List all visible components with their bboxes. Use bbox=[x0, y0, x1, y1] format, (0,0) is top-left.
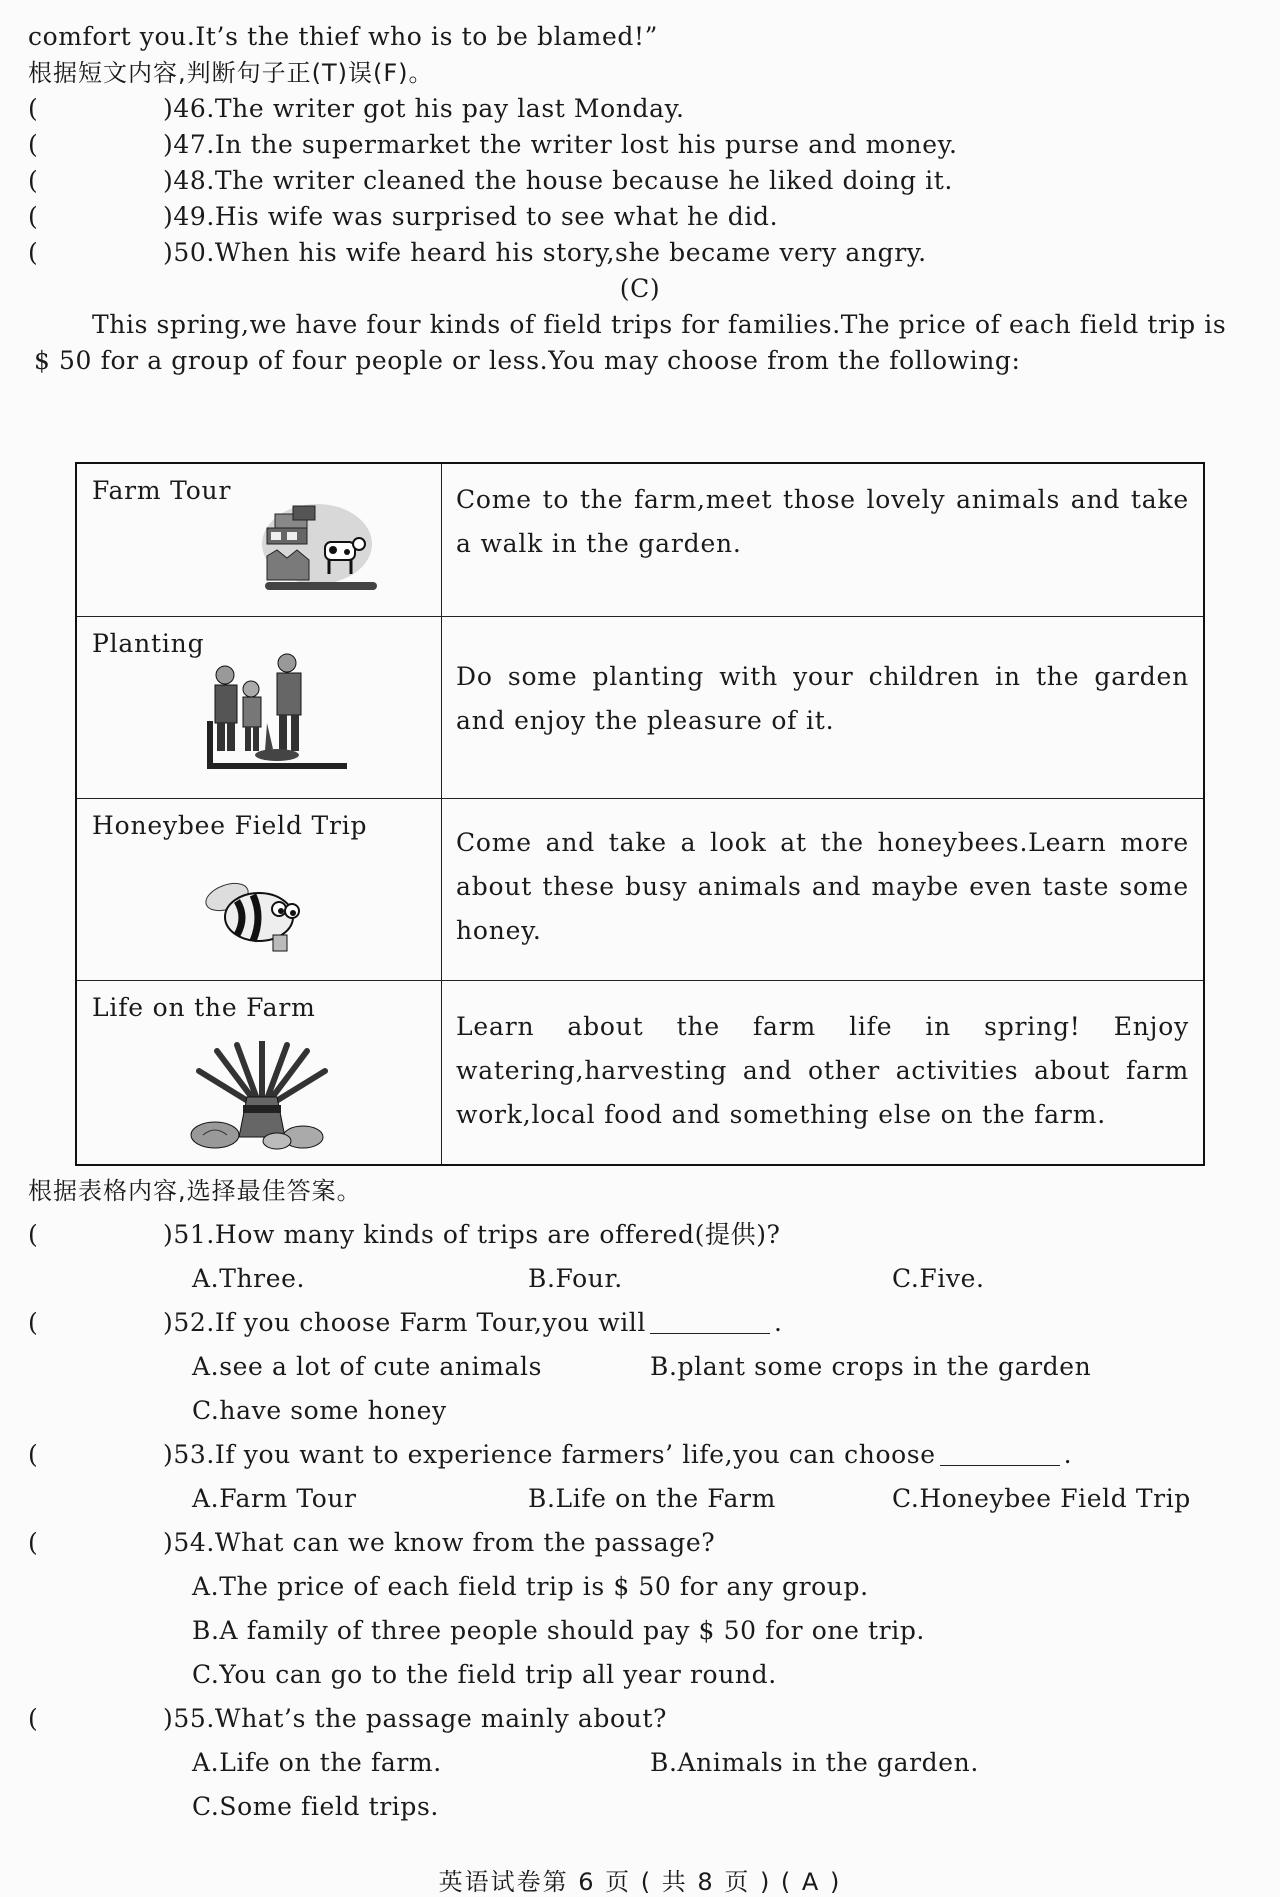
option-a[interactable]: A.The price of each field trip is $ 50 for any group. bbox=[192, 1572, 869, 1601]
option-c[interactable]: C.have some honey bbox=[192, 1396, 447, 1425]
question-50 bbox=[28, 238, 1228, 268]
answer-paren[interactable]: ( bbox=[28, 130, 39, 159]
question-46 bbox=[28, 94, 1228, 124]
question-48 bbox=[28, 166, 1228, 196]
passage-ending-line: comfort you.It’s the thief who is to be blamed!” bbox=[28, 22, 658, 51]
planting-family-icon bbox=[207, 653, 377, 783]
question-text: )50.When his wife heard his story,she became very angry. bbox=[163, 238, 927, 267]
question-text bbox=[163, 1308, 783, 1338]
option-a[interactable]: A.Life on the farm. bbox=[192, 1748, 442, 1777]
option-c[interactable]: C.Honeybee Field Trip bbox=[892, 1484, 1191, 1513]
wheat-sheaf-icon bbox=[187, 1041, 337, 1151]
trip-name: Farm Tour bbox=[92, 476, 232, 505]
question-53 bbox=[28, 1440, 1228, 1470]
answer-blank[interactable] bbox=[650, 1311, 770, 1334]
tf-instruction: 根据短文内容,判断句子正(T)误(F)。 bbox=[28, 59, 434, 87]
question-text-before: )53.If you want to experience farmers’ life,you can choose bbox=[163, 1440, 936, 1469]
question-text-before: )52.If you choose Farm Tour,you will bbox=[163, 1308, 646, 1337]
question-51 bbox=[28, 1220, 1228, 1250]
question-text bbox=[163, 1440, 1072, 1470]
trip-row bbox=[76, 798, 1204, 980]
question-text: )54.What can we know from the passage? bbox=[163, 1528, 716, 1557]
passage-line-2: $ 50 for a group of four people or less.You may choose from the following: bbox=[34, 346, 1021, 375]
question-text: )49.His wife was surprised to see what he did. bbox=[163, 202, 779, 231]
answer-paren[interactable]: ( bbox=[28, 238, 39, 267]
question-text-after: . bbox=[774, 1308, 783, 1337]
question-47 bbox=[28, 130, 1228, 160]
question-text: )47.In the supermarket the writer lost his purse and money. bbox=[163, 130, 958, 159]
page-footer: 英语试卷第 6 页 ( 共 8 页 ) ( A ) bbox=[438, 1868, 842, 1896]
answer-paren[interactable]: ( bbox=[28, 94, 39, 123]
option-b[interactable]: B.Life on the Farm bbox=[528, 1484, 776, 1513]
question-text: )46.The writer got his pay last Monday. bbox=[163, 94, 685, 123]
option-b[interactable]: B.Four. bbox=[528, 1264, 623, 1293]
trip-description: Come and take a look at the honeybees.Learn more about these busy animals and maybe even taste some honey. bbox=[442, 798, 1205, 980]
answer-paren[interactable]: ( bbox=[28, 166, 39, 195]
trip-name: Life on the Farm bbox=[92, 992, 316, 1022]
trip-row bbox=[76, 616, 1204, 798]
answer-blank[interactable] bbox=[940, 1443, 1060, 1466]
question-49 bbox=[28, 202, 1228, 232]
option-c[interactable]: C.Some field trips. bbox=[192, 1792, 439, 1821]
trip-name-cell bbox=[76, 616, 442, 798]
passage-line-1: This spring,we have four kinds of field trips for families.The price of each field trip is bbox=[92, 310, 1227, 339]
question-52 bbox=[28, 1308, 1228, 1338]
answer-paren[interactable]: ( bbox=[28, 202, 39, 231]
option-a[interactable]: A.Farm Tour bbox=[192, 1484, 357, 1513]
option-a[interactable]: A.see a lot of cute animals bbox=[192, 1352, 543, 1381]
mc-instruction: 根据表格内容,选择最佳答案。 bbox=[28, 1177, 362, 1205]
answer-paren[interactable]: ( bbox=[28, 1440, 39, 1469]
field-trips-table bbox=[75, 462, 1205, 1166]
answer-paren[interactable]: ( bbox=[28, 1704, 39, 1733]
option-a[interactable]: A.Three. bbox=[192, 1264, 306, 1293]
question-text: )51.How many kinds of trips are offered(提供)? bbox=[163, 1220, 781, 1249]
question-54 bbox=[28, 1528, 1228, 1558]
question-text-after: . bbox=[1063, 1440, 1073, 1469]
question-55 bbox=[28, 1704, 1228, 1734]
trip-name-cell bbox=[76, 463, 442, 616]
question-text: )55.What’s the passage mainly about? bbox=[163, 1704, 667, 1733]
trip-description: Do some planting with your children in the garden and enjoy the pleasure of it. bbox=[442, 616, 1205, 798]
answer-paren[interactable]: ( bbox=[28, 1528, 39, 1557]
trip-description: Come to the farm,meet those lovely animals and take a walk in the garden. bbox=[442, 463, 1205, 616]
trip-row bbox=[76, 463, 1204, 616]
trip-row bbox=[76, 980, 1204, 1165]
question-text: )48.The writer cleaned the house because he liked doing it. bbox=[163, 166, 953, 195]
trip-name-cell bbox=[76, 980, 442, 1165]
trip-name: Honeybee Field Trip bbox=[92, 810, 368, 840]
option-c[interactable]: C.Five. bbox=[892, 1264, 985, 1293]
trip-description: Learn about the farm life in spring! Enjoy watering,harvesting and other activities about farm work,local food and something else on the farm. bbox=[442, 980, 1205, 1165]
option-b[interactable]: B.A family of three people should pay $ 50 for one trip. bbox=[192, 1616, 925, 1645]
trip-name: Planting bbox=[92, 628, 205, 658]
honeybee-icon bbox=[197, 869, 307, 959]
answer-paren[interactable]: ( bbox=[28, 1220, 39, 1249]
option-b[interactable]: B.Animals in the garden. bbox=[650, 1748, 979, 1777]
section-c-heading: (C) bbox=[619, 274, 661, 303]
answer-paren[interactable]: ( bbox=[28, 1308, 39, 1337]
farm-icon bbox=[247, 494, 377, 594]
option-c[interactable]: C.You can go to the field trip all year round. bbox=[192, 1660, 777, 1689]
option-b[interactable]: B.plant some crops in the garden bbox=[650, 1352, 1092, 1381]
trip-name-cell bbox=[76, 798, 442, 980]
